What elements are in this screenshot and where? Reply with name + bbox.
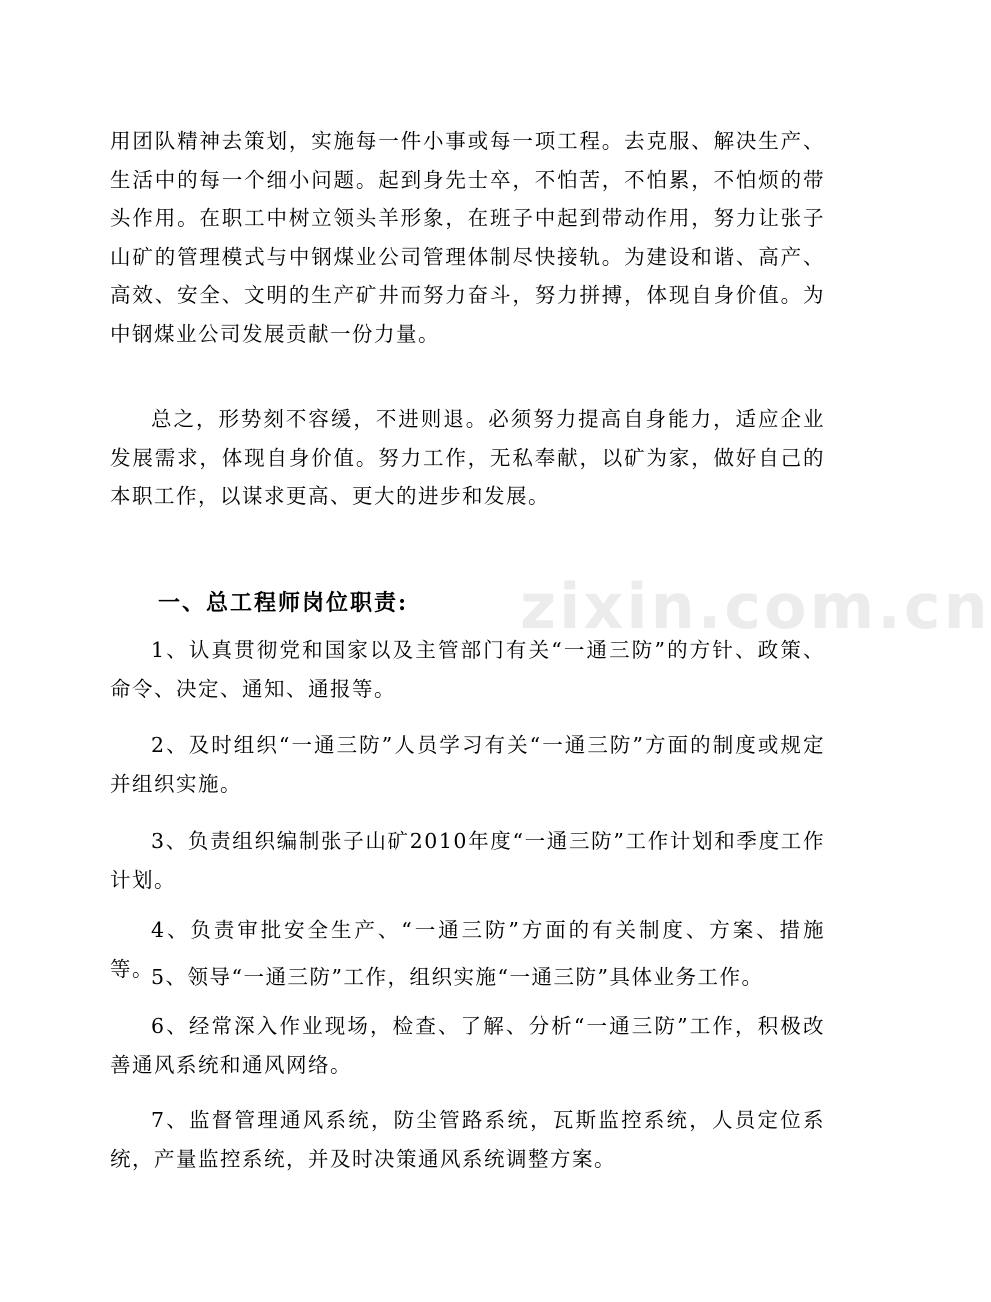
intro-paragraph-1: 用团队精神去策划，实施每一件小事或每一项工程。去克服、解决生产、生活中的每一个细小问题。起到身先士卒，不怕苦，不怕累，不怕烦的带头作用。在职工中树立领头羊形象，在班子中起到带动作用，努力让张子山矿的管理模式与中钢煤业公司管理体制尽快接轨。为建设和谐、高产、高效、安全、文明的生产矿井而努力奋斗，努力拼搏，体现自身价值。为中钢煤业公司发展贡献一份力量。 — [110, 129, 825, 346]
duty-item-2: 2、及时组织“一通三防”人员学习有关“一通三防”方面的制度或规定并组织实施。 — [110, 733, 825, 796]
duty-item-3: 3、负责组织编制张子山矿2010年度“一通三防”工作计划和季度工作计划。 — [110, 829, 825, 892]
intro-paragraph-2: 总之，形势刻不容缓，不进则退。必须努力提高自身能力，适应企业发展需求，体现自身价值。努力工作，无私奉献，以矿为家，做好自己的本职工作，以谋求更高、更大的进步和发展。 — [110, 407, 825, 508]
duty-item-6: 6、经常深入作业现场，检查、了解、分析“一通三防”工作，积极改善通风系统和通风网络。 — [110, 1014, 825, 1077]
duty-item-5: 5、领导“一通三防”工作，组织实施“一通三防”具体业务工作。 — [151, 965, 764, 989]
watermark: zixin.com.cn — [520, 570, 991, 643]
duty-item-1: 1、认真贯彻党和国家以及主管部门有关“一通三防”的方针、政策、命令、决定、通知、通报等。 — [110, 638, 825, 701]
duty-item-7: 7、监督管理通风系统，防尘管路系统，瓦斯监控系统，人员定位系统，产量监控系统，并及时决策通风系统调整方案。 — [110, 1108, 825, 1171]
duty-item-4: 4、负责审批安全生产、“一通三防”方面的有关制度、方案、措施等。 — [110, 918, 825, 981]
section-heading: 一、总工程师岗位职责: — [158, 590, 409, 616]
